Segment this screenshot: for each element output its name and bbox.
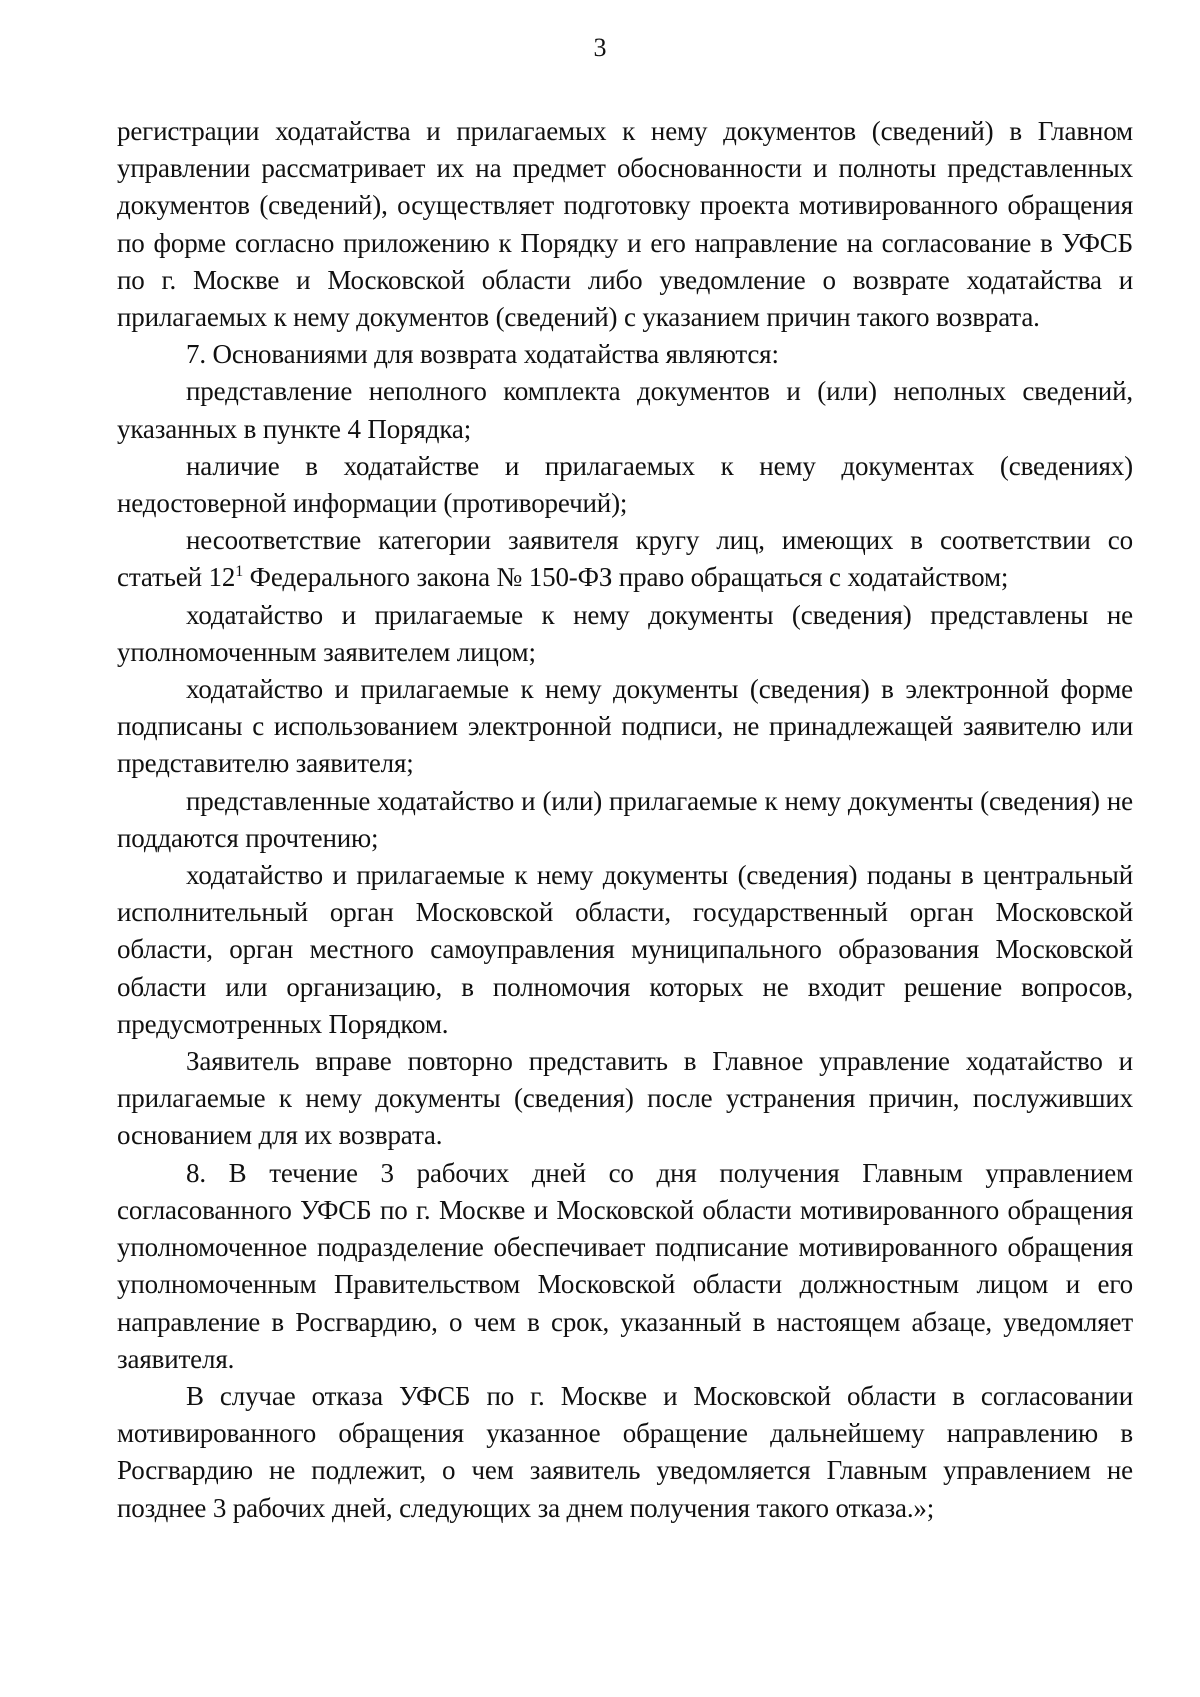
page-number: 3	[593, 33, 607, 62]
paragraph-unreadable: представленные ходатайство и (или) прилагаемые к нему документы (сведения) не поддаются прочтению;	[117, 785, 1133, 853]
paragraph-incomplete-documents: представление неполного комплекта документов и (или) неполных сведений, указанных в пункте 4 Порядка;	[117, 376, 1133, 444]
paragraph-unauthorized-person: ходатайство и прилагаемые к нему документы (сведения) представлены не уполномоченным заявителем лицом;	[117, 599, 1133, 667]
article-superscript: 1	[235, 563, 244, 581]
paragraph-applicant-category-text: несоответствие категории заявителя кругу лиц, имеющих в соответствии со статьей 12	[117, 525, 1133, 593]
paragraph-wrong-authority: ходатайство и прилагаемые к нему документы (сведения) поданы в центральный исполнительный орган Московской области, государственный орган Московской области, орган местного самоуправления муниципального образования Московской области или организацию, в полномочия которых не входит решение вопросов, предусмотренных Порядком.	[117, 860, 1133, 1039]
paragraph-applicant-category-text-after: Федерального закона № 150-ФЗ право обращаться с ходатайством;	[243, 562, 1009, 593]
paragraph-refusal: В случае отказа УФСБ по г. Москве и Московской области в согласовании мотивированного обращения указанное обращение дальнейшему направлению в Росгвардию не подлежит, о чем заявитель уведомляется Главным управлением не позднее 3 рабочих дней, следующих за днем получения такого отказа.»;	[117, 1380, 1133, 1523]
paragraph-item-7-heading: 7. Основаниями для возврата ходатайства являются:	[186, 339, 779, 370]
paragraph-applicant-category	[117, 522, 1133, 596]
paragraph-item-8: 8. В течение 3 рабочих дней со дня получения Главным управлением согласованного УФСБ по г. Москве и Московской области мотивированного обращения уполномоченное подразделение обеспечивает подписание мотивированного обращения уполномоченным Правительством Московской области должностным лицом и его направление в Росгвардию, о чем в срок, указанный в настоящем абзаце, уведомляет заявителя.	[117, 1157, 1133, 1374]
paragraph-electronic-signature: ходатайство и прилагаемые к нему документы (сведения) в электронной форме подписаны с использованием электронной подписи, не принадлежащей заявителю или представителю заявителя;	[117, 674, 1133, 779]
paragraph-resubmission: Заявитель вправе повторно представить в Главное управление ходатайство и прилагаемые к нему документы (сведения) после устранения причин, послуживших основанием для их возврата.	[117, 1046, 1133, 1151]
paragraph-unreliable-information: наличие в ходатайстве и прилагаемых к нему документах (сведениях) недостоверной информации (противоречий);	[117, 450, 1133, 519]
paragraph-registration-review: регистрации ходатайства и прилагаемых к нему документов (сведений) в Главном управлении рассматривает их на предмет обоснованности и полноты представленных документов (сведений), осуществляет подготовку проекта мотивированного обращения по форме согласно приложению к Порядку и его направление на согласование в УФСБ по г. Москве и Московской области либо уведомление о возврате ходатайства и прилагаемых к нему документов (сведений) с указанием причин такого возврата.	[117, 116, 1133, 333]
document-body	[117, 113, 1133, 1527]
